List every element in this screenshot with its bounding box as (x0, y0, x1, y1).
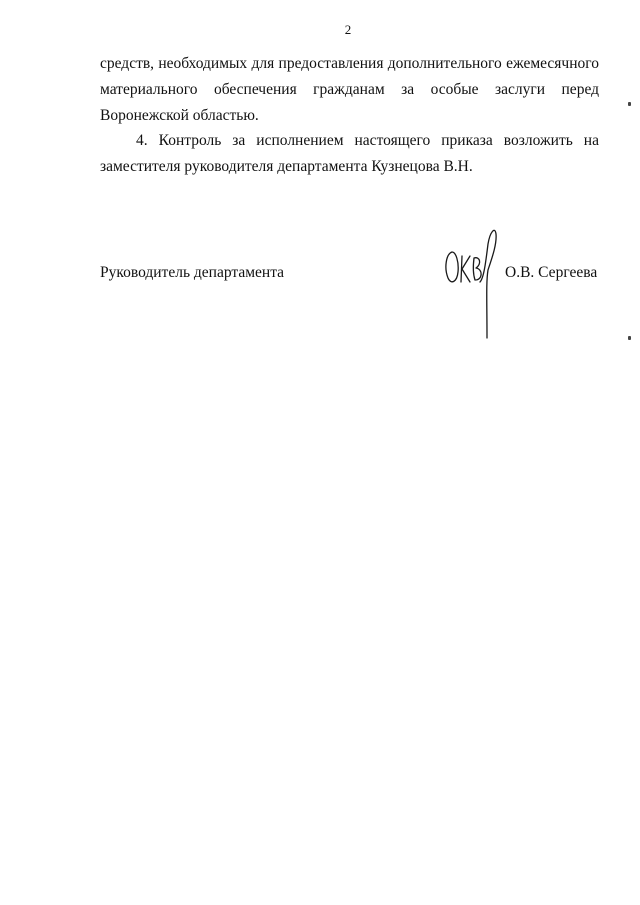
signatory-name: О.В. Сергеева (505, 264, 598, 281)
paragraph-line-4: 4. Контроль за исполнением настоящего приказа возложить на (136, 132, 599, 149)
signatory-title: Руководитель департамента (100, 264, 285, 281)
page-number: 2 (344, 22, 352, 37)
handwritten-signature (440, 222, 504, 340)
scan-edge-mark (628, 102, 631, 106)
scan-edge-mark (628, 336, 631, 340)
paragraph-line-5: заместителя руководителя департамента Кузнецова В.Н. (100, 158, 473, 175)
paragraph-line-3: Воронежской областью. (100, 107, 259, 124)
paragraph-line-2: материального обеспечения гражданам за особые заслуги перед (100, 81, 599, 98)
paragraph-line-1: средств, необходимых для предоставления дополнительного ежемесячного (100, 55, 599, 72)
